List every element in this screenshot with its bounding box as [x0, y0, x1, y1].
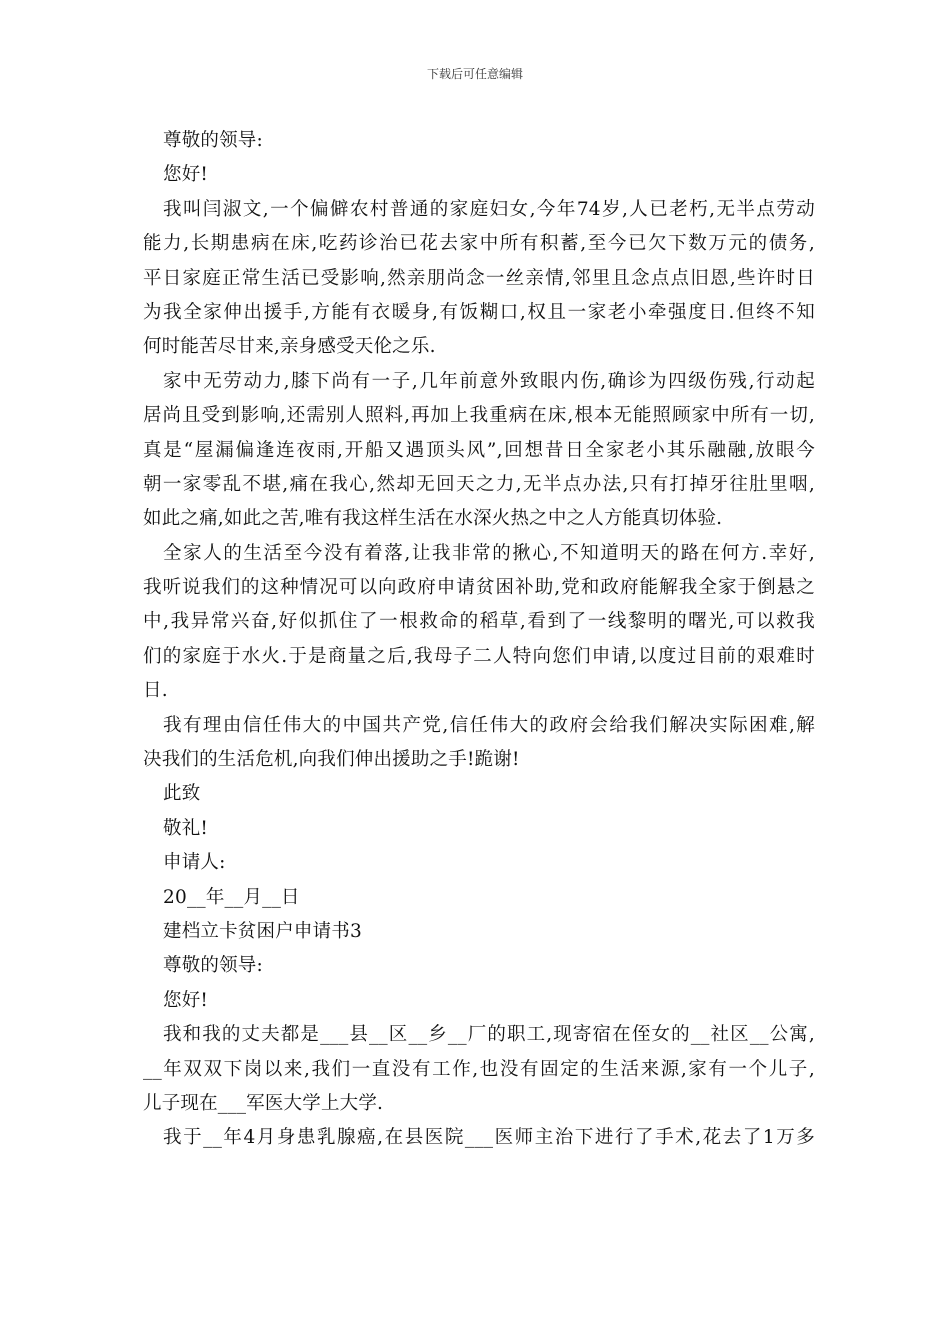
text-line: 家中无劳动力,膝下尚有一子,几年前意外致眼内伤,确诊为四级伤残,行动起 [163, 370, 815, 392]
text-line: 朝一家零乱不堪,痛在我心,然却无回天之力,无半点办法,只有打掉牙往肚里咽, [143, 473, 815, 495]
text-line: 我叫闫淑文,一个偏僻农村普通的家庭妇女,今年74岁,人已老朽,无半点劳动 [163, 198, 816, 220]
text-line: 儿子现在___军医大学上大学. [143, 1092, 384, 1114]
text-line: 全家人的生活至今没有着落,让我非常的揪心,不知道明天的路在何方.幸好, [163, 542, 815, 564]
text-line: 居尚且受到影响,还需别人照料,再加上我重病在床,根本无能照顾家中所有一切, [143, 405, 815, 427]
text-line: 20__年__月__日 [163, 886, 300, 908]
text-line: 日. [143, 680, 168, 702]
text-line: 我听说我们的这种情况可以向政府申请贫困补助,党和政府能解我全家于倒悬之 [143, 577, 815, 599]
text-line: 决我们的生活危机,向我们伸出援助之手!跪谢! [143, 749, 520, 771]
text-line: 您好! [163, 989, 209, 1011]
document-body [143, 124, 815, 1156]
text-line: 我于__年4月身患乳腺癌,在县医院___医师主治下进行了手术,花去了1万多 [163, 1127, 815, 1149]
text-line: 敬礼! [163, 817, 209, 839]
text-line: 申请人: [163, 852, 226, 874]
text-line: 平日家庭正常生活已受影响,然亲朋尚念一丝亲情,邻里且念点点旧恩,些许时日 [143, 267, 815, 289]
text-line: __年双双下岗以来,我们一直没有工作,也没有固定的生活来源,家有一个儿子, [143, 1058, 815, 1080]
text-line: 能力,长期患病在床,吃药诊治已花去家中所有积蓄,至今已欠下数万元的债务, [143, 233, 815, 255]
text-line: 如此之痛,如此之苦,唯有我这样生活在水深火热之中之人方能真切体验. [143, 508, 723, 530]
text-line: 建档立卡贫困户申请书3 [163, 920, 362, 942]
text-line: 中,我异常兴奋,好似抓住了一根救命的稻草,看到了一线黎明的曙光,可以救我 [143, 611, 815, 633]
text-line: 尊敬的领导: [163, 130, 263, 151]
text-line: 们的家庭于水火.于是商量之后,我母子二人特向您们申请,以度过目前的艰难时 [143, 645, 815, 667]
text-line: 为我全家伸出援手,方能有衣暖身,有饭糊口,权且一家老小牵强度日.但终不知 [143, 301, 815, 323]
text-line: 此致 [163, 783, 201, 805]
text-line: 我有理由信任伟大的中国共产党,信任伟大的政府会给我们解决实际困难,解 [163, 714, 815, 736]
text-line: 尊敬的领导: [163, 955, 263, 977]
text-line: 何时能苦尽甘来,亲身感受天伦之乐. [143, 336, 436, 358]
text-line: 我和我的丈夫都是___县__区__乡__厂的职工,现寄宿在侄女的__社区__公寓, [163, 1024, 815, 1046]
text-line: 您好! [163, 164, 209, 186]
page-header: 下载后可任意编辑 [426, 67, 523, 81]
text-line: 真是“屋漏偏逢连夜雨,开船又遇顶头风”,回想昔日全家老小其乐融融,放眼今 [143, 439, 815, 461]
